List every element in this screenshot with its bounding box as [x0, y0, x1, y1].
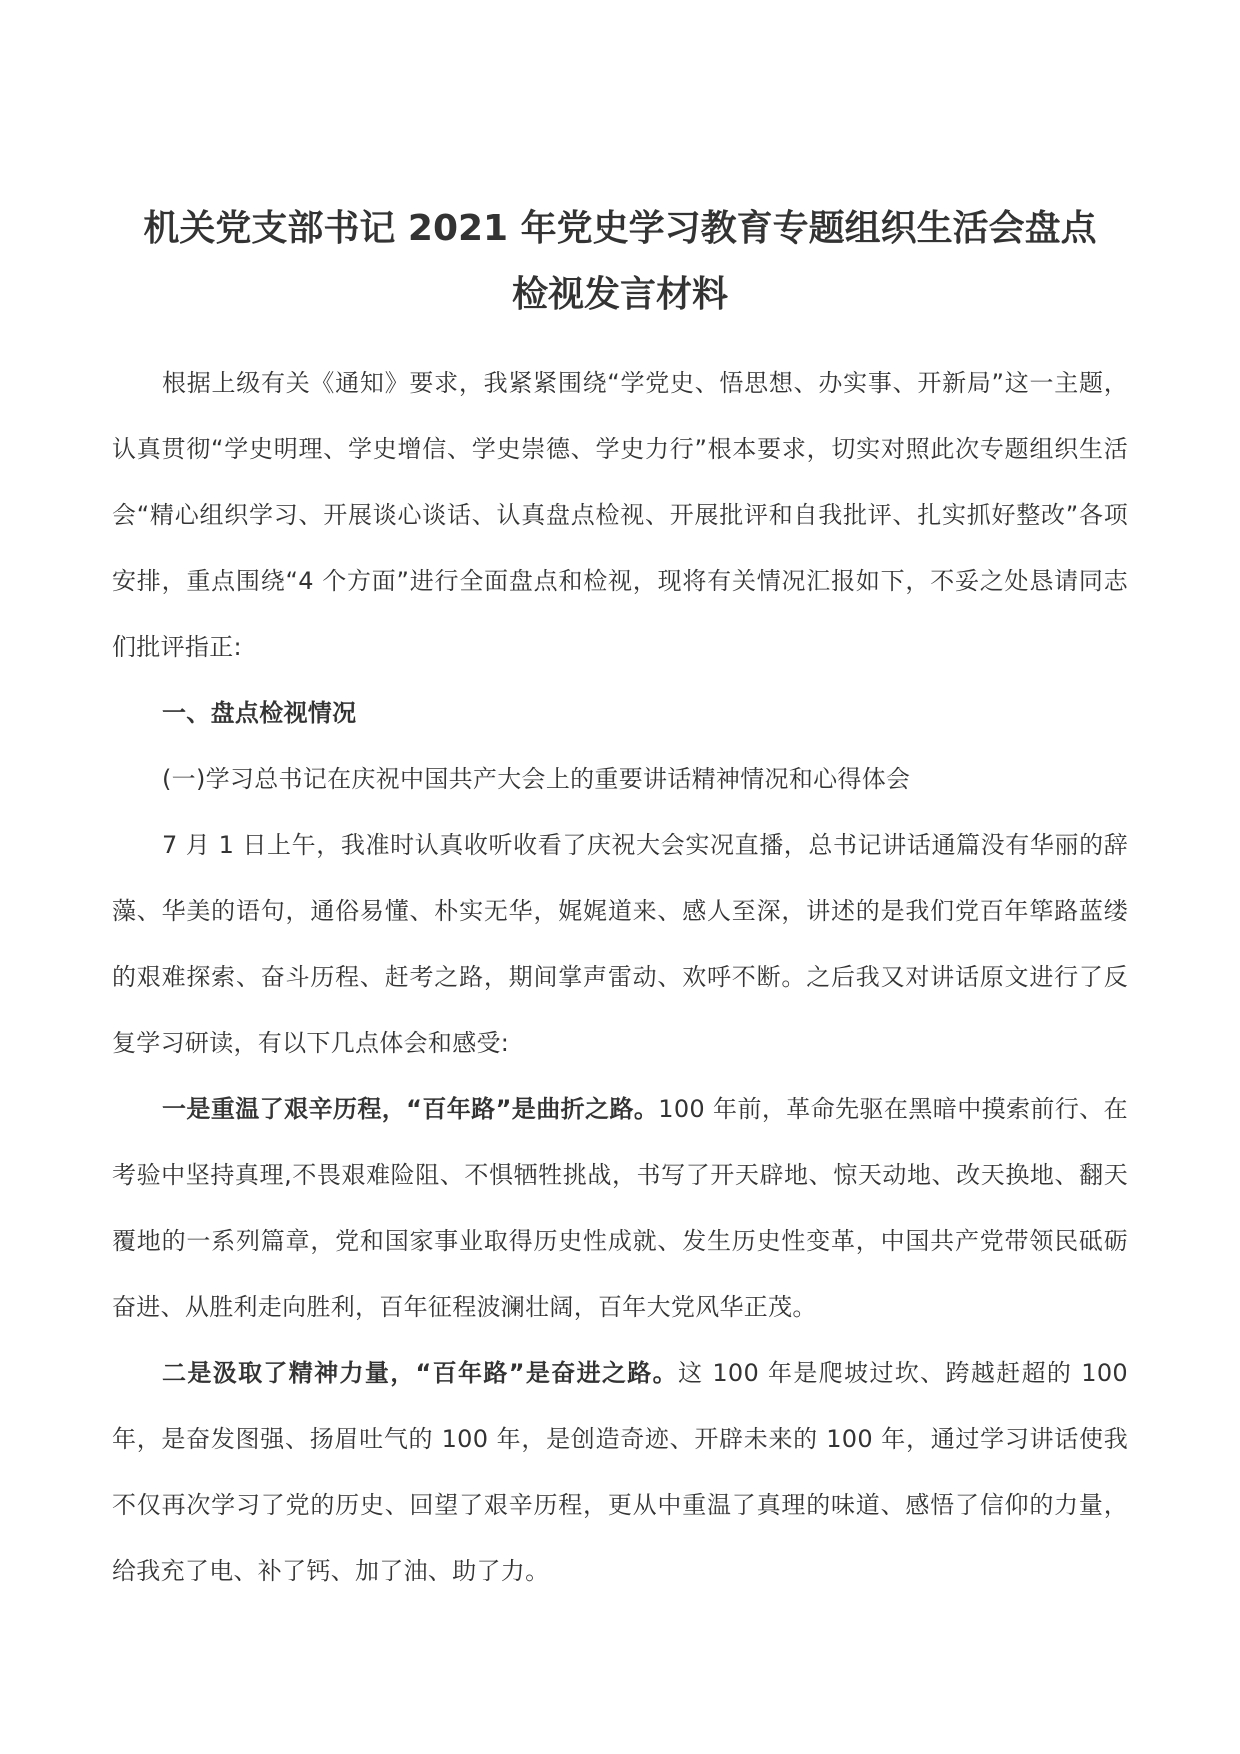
section-heading-1: 一、盘点检视情况: [162, 699, 357, 727]
point-1-lead: 一是重温了艰辛历程，“百年路”是曲折之路。: [162, 1095, 659, 1123]
point-2-body: 这 100 年是爬坡过坎、跨越赶超的 100 年，是奋发图强、扬眉吐气的 100 年，是创造奇迹、开辟未来的 100 年，通过学习讲话使我不仅再次学习了党的历史、回望了艰辛历程，更从中重温了真理的味道、感悟了信仰的力量，给我充了电、补了钙、加了油、助了力。: [112, 1359, 1128, 1585]
point-2-paragraph: [112, 1340, 1128, 1604]
document-title-line-2: 检视发言材料: [511, 274, 728, 315]
point-1-body: 100 年前，革命先驱在黑暗中摸索前行、在考验中坚持真理,不畏艰难险阻、不惧牺牲挑战，书写了开天辟地、惊天动地、改天换地、翻天覆地的一系列篇章，党和国家事业取得历史性成就、发生历史性变革，中国共产党带领民砥砺奋进、从胜利走向胜利，百年征程波澜壮阔，百年大党风华正茂。: [112, 1095, 1128, 1321]
document-body: [112, 350, 1128, 1604]
july-first-paragraph: 7 月 1 日上午，我准时认真收听收看了庆祝大会实况直播，总书记讲话通篇没有华丽的辞藻、华美的语句，通俗易懂、朴实无华，娓娓道来、感人至深，讲述的是我们党百年筚路蓝缕的艰难探索、奋斗历程、赶考之路，期间掌声雷动、欢呼不断。之后我又对讲话原文进行了反复学习研读，有以下几点体会和感受:: [112, 831, 1128, 1057]
subsection-heading-1: (一)学习总书记在庆祝中国共产大会上的重要讲话精神情况和心得体会: [162, 765, 911, 793]
intro-paragraph: 根据上级有关《通知》要求，我紧紧围绕“学党史、悟思想、办实事、开新局”这一主题，认真贯彻“学史明理、学史增信、学史崇德、学史力行”根本要求，切实对照此次专题组织生活会“精心组织学习、开展谈心谈话、认真盘点检视、开展批评和自我批评、扎实抓好整改”各项安排，重点围绕“4 个方面”进行全面盘点和检视，现将有关情况汇报如下，不妥之处恳请同志们批评指正:: [112, 369, 1128, 661]
point-1-paragraph: [112, 1076, 1128, 1340]
document-title-line-1: 机关党支部书记 2021 年党史学习教育专题组织生活会盘点: [143, 208, 1097, 249]
document-title: [112, 196, 1128, 328]
point-2-lead: 二是汲取了精神力量，“百年路”是奋进之路。: [162, 1359, 678, 1387]
